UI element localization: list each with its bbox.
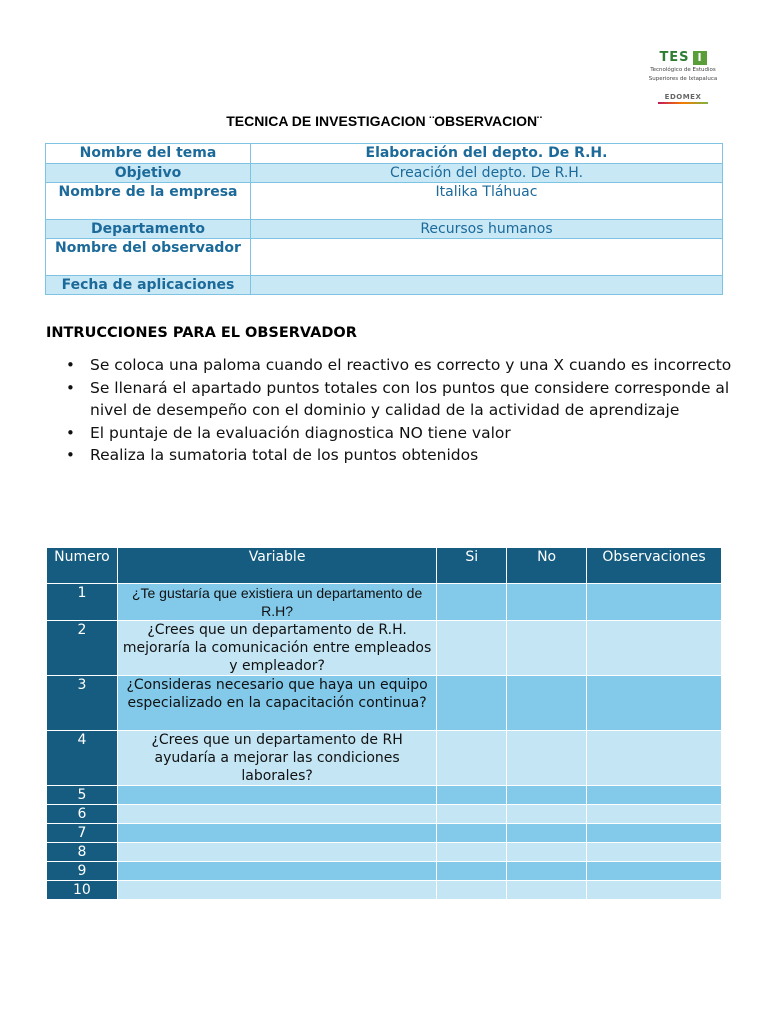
row-variable: ¿Consideras necesario que haya un equipo especializado en la capacitación continua? [117, 676, 436, 731]
row-number: 2 [47, 621, 118, 676]
info-value: Recursos humanos [251, 220, 723, 239]
info-row [46, 164, 723, 183]
info-table [45, 143, 723, 295]
row-no-cell[interactable] [507, 862, 587, 881]
logo-brand-row [640, 50, 726, 65]
row-variable[interactable] [117, 881, 436, 900]
row-no-cell[interactable] [507, 805, 587, 824]
table-row [47, 881, 722, 900]
row-si-cell[interactable] [437, 843, 507, 862]
row-no-cell[interactable] [507, 621, 587, 676]
logo-brand-box: I [693, 51, 707, 65]
row-number: 5 [47, 786, 118, 805]
instruction-item: • Se llenará el apartado puntos totales con los puntos que considere corresponde al nivel de desempeño con el dominio y calidad de la actividad de aprendizaje [90, 377, 736, 422]
row-observaciones-cell[interactable] [587, 731, 722, 786]
row-no-cell[interactable] [507, 843, 587, 862]
row-observaciones-cell[interactable] [587, 584, 722, 621]
info-row [46, 276, 723, 295]
table-row [47, 621, 722, 676]
row-observaciones-cell[interactable] [587, 786, 722, 805]
header-numero [47, 548, 118, 584]
row-si-cell[interactable] [437, 862, 507, 881]
row-observaciones-cell[interactable] [587, 676, 722, 731]
document-title: TECNICA DE INVESTIGACION ¨OBSERVACION¨ [226, 113, 542, 129]
logo-subtitle-2: Superiores de Ixtapaluca [648, 76, 718, 82]
row-number: 1 [47, 584, 118, 621]
instructions-list [46, 354, 736, 467]
table-row [47, 584, 722, 621]
row-variable: ¿Crees que un departamento de RH ayudaría a mejorar las condiciones laborales? [117, 731, 436, 786]
row-number: 4 [47, 731, 118, 786]
header-numero-text: Numero [54, 549, 110, 565]
table-row [47, 843, 722, 862]
table-row [47, 805, 722, 824]
row-variable[interactable] [117, 786, 436, 805]
info-label: Fecha de aplicaciones [46, 276, 251, 295]
info-value [251, 239, 723, 276]
info-label: Objetivo [46, 164, 251, 183]
info-value: Elaboración del depto. De R.H. [251, 144, 723, 164]
instruction-item: • El puntaje de la evaluación diagnostica NO tiene valor [90, 422, 736, 445]
info-row [46, 144, 723, 164]
row-number: 9 [47, 862, 118, 881]
info-label: Nombre del observador [46, 239, 251, 276]
table-row [47, 786, 722, 805]
header-no: No [507, 548, 587, 584]
row-no-cell[interactable] [507, 881, 587, 900]
row-si-cell[interactable] [437, 731, 507, 786]
row-variable: ¿Crees que un departamento de R.H. mejoraría la comunicación entre empleados y empleador? [117, 621, 436, 676]
logo-brand-text: TES [659, 50, 690, 65]
row-number: 3 [47, 676, 118, 731]
observation-table [46, 547, 722, 900]
row-si-cell[interactable] [437, 881, 507, 900]
tesi-logo-icon [640, 48, 726, 110]
row-no-cell[interactable] [507, 676, 587, 731]
info-label: Departamento [46, 220, 251, 239]
info-row [46, 239, 723, 276]
logo-subtitle-1: Tecnológico de Estudios [650, 67, 716, 73]
instruction-item: • Realiza la sumatoria total de los puntos obtenidos [90, 444, 736, 467]
row-si-cell[interactable] [437, 786, 507, 805]
table-row [47, 862, 722, 881]
row-variable[interactable] [117, 862, 436, 881]
row-observaciones-cell[interactable] [587, 621, 722, 676]
row-no-cell[interactable] [507, 786, 587, 805]
row-si-cell[interactable] [437, 584, 507, 621]
row-number: 10 [47, 881, 118, 900]
info-label: Nombre del tema [46, 144, 251, 164]
info-value: Creación del depto. De R.H. [251, 164, 723, 183]
row-variable[interactable] [117, 843, 436, 862]
row-si-cell[interactable] [437, 805, 507, 824]
info-value: Italika Tláhuac [251, 183, 723, 220]
edomex-logo-text: EDOMEX [664, 93, 702, 101]
info-row [46, 183, 723, 220]
row-si-cell[interactable] [437, 621, 507, 676]
row-no-cell[interactable] [507, 584, 587, 621]
row-variable: ¿Te gustaría que existiera un departamento de R.H? [117, 584, 436, 621]
row-variable[interactable] [117, 805, 436, 824]
header-variable: Variable [117, 548, 436, 584]
row-number: 8 [47, 843, 118, 862]
header-observaciones: Observaciones [587, 548, 722, 584]
row-no-cell[interactable] [507, 824, 587, 843]
table-row [47, 676, 722, 731]
info-value [251, 276, 723, 295]
row-no-cell[interactable] [507, 731, 587, 786]
row-si-cell[interactable] [437, 676, 507, 731]
row-variable[interactable] [117, 824, 436, 843]
row-number: 6 [47, 805, 118, 824]
table-row [47, 824, 722, 843]
table-row [47, 731, 722, 786]
row-observaciones-cell[interactable] [587, 805, 722, 824]
row-observaciones-cell[interactable] [587, 881, 722, 900]
observation-header-row [47, 548, 722, 584]
info-row [46, 220, 723, 239]
row-observaciones-cell[interactable] [587, 862, 722, 881]
info-label: Nombre de la empresa [46, 183, 251, 220]
header-si: Si [437, 548, 507, 584]
edomex-logo-bar [658, 102, 708, 104]
row-observaciones-cell[interactable] [587, 824, 722, 843]
instruction-item: • Se coloca una paloma cuando el reactivo es correcto y una X cuando es incorrecto [90, 354, 736, 377]
row-observaciones-cell[interactable] [587, 843, 722, 862]
instructions-heading: INTRUCCIONES PARA EL OBSERVADOR [46, 325, 357, 341]
row-si-cell[interactable] [437, 824, 507, 843]
row-number: 7 [47, 824, 118, 843]
